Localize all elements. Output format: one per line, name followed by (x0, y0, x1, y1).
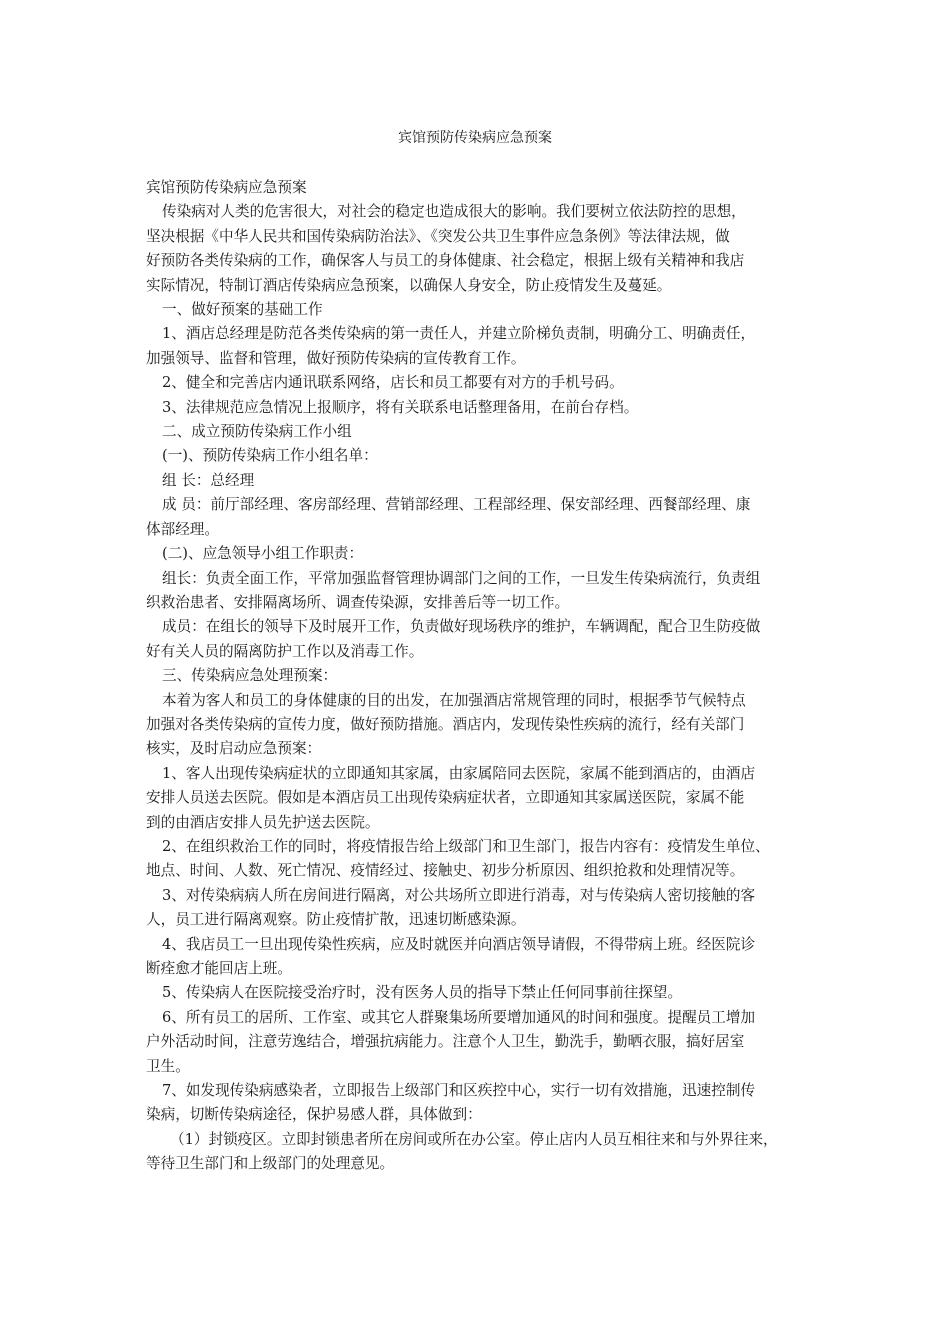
text-line: 6、所有员工的居所、工作室、或其它人群聚集场所要增加通风的时间和强度。提醒员工增加 (162, 1008, 756, 1026)
text-line: (一)、预防传染病工作小组名单： (162, 447, 378, 465)
text-line: 织救治患者、安排隔离场所、调查传染源，安排善后等一切工作。 (146, 593, 570, 611)
text-line: 染病，切断传染病途径，保护易感人群，具体做到： (146, 1106, 482, 1124)
text-line: （1）封锁疫区。立即封锁患者所在房间或所在办公室。停止店内人员互相往来和与外界往来， (170, 1130, 778, 1148)
text-line: 户外活动时间，注意劳逸结合，增强抗病能力。注意个人卫生，勤洗手，勤晒衣服，搞好居室 (146, 1033, 745, 1051)
text-line: 体部经理。 (146, 520, 219, 538)
text-line: 组 长：总经理 (162, 471, 255, 489)
text-line: 实际情况，特制订酒店传染病应急预案，以确保人身安全，防止疫情发生及蔓延。 (146, 276, 672, 294)
text-line: 宾馆预防传染病应急预案 (146, 179, 307, 196)
text-line: 人，员工进行隔离观察。防止疫情扩散，迅速切断感染源。 (146, 911, 526, 929)
text-line: 到的由酒店安排人员先护送去医院。 (146, 813, 380, 831)
text-line: 安排人员送去医院。假如是本酒店员工出现传染病症状者，立即通知其家属送医院，家属不能 (146, 789, 745, 807)
text-line: 1、酒店总经理是防范各类传染病的第一责任人，并建立阶梯负责制，明确分工、明确责任， (162, 325, 756, 343)
text-line: 好有关人员的隔离防护工作以及消毒工作。 (146, 642, 424, 660)
text-line: 4、我店员工一旦出现传染性疾病，应及时就医并向酒店领导请假，不得带病上班。经医院诊 (162, 935, 756, 953)
text-line: 一、做好预案的基础工作 (162, 301, 323, 319)
text-line: 3、对传染病病人所在房间进行隔离，对公共场所立即进行消毒，对与传染病人密切接触的客 (162, 886, 756, 904)
text-line: 1、客人出现传染病症状的立即通知其家属，由家属陪同去医院，家属不能到酒店的，由酒店 (162, 764, 756, 782)
text-line: 断痊愈才能回店上班。 (146, 960, 292, 977)
text-line: 核实，及时启动应急预案： (146, 740, 322, 758)
text-line: 成 员：前厅部经理、客房部经理、营销部经理、工程部经理、保安部经理、西餐部经理、康 (162, 496, 751, 514)
document-title: 宾馆预防传染病应急预案 (398, 130, 552, 146)
text-line: 3、法律规范应急情况上报顺序，将有关联系电话整理备用，在前台存档。 (162, 398, 639, 416)
text-line: 二、成立预防传染病工作小组 (162, 423, 352, 441)
text-line: 加强领导、监督和管理，做好预防传染病的宣传教育工作。 (146, 349, 526, 367)
document-body (146, 176, 814, 1177)
text-line: 5、传染病人在医院接受治疗时，没有医务人员的指导下禁止任何同事前往探望。 (162, 984, 683, 1002)
text-line: (二)、应急领导小组工作职责： (162, 545, 364, 563)
text-line: 地点、时间、人数、死亡情况、疫情经过、接触史、初步分析原因、组织抢救和处理情况等。 (146, 862, 745, 880)
text-line: 传染病对人类的危害很大，对社会的稳定也造成很大的影响。我们要树立依法防控的思想， (162, 203, 746, 221)
text-line: 7、如发现传染病感染者，立即报告上级部门和区疾控中心，实行一切有效措施，迅速控制传 (162, 1082, 756, 1100)
text-line: 三、传染病应急处理预案： (162, 667, 338, 685)
text-line: 好预防各类传染病的工作，确保客人与员工的身体健康、社会稳定，根据上级有关精神和我店 (146, 252, 745, 270)
text-line: 等待卫生部门和上级部门的处理意见。 (146, 1155, 395, 1173)
text-line: 卫生。 (146, 1057, 190, 1075)
text-line: 2、在组织救治工作的同时，将疫情报告给上级部门和卫生部门，报告内容有：疫情发生单位、 (162, 837, 770, 855)
text-line: 加强对各类传染病的宣传力度，做好预防措施。酒店内，发现传染性疾病的流行，经有关部门 (146, 715, 745, 733)
text-line: 2、健全和完善店内通讯联系网络，店长和员工都要有对方的手机号码。 (162, 374, 624, 392)
text-line: 本着为客人和员工的身体健康的目的出发，在加强酒店常规管理的同时，根据季节气候特点 (162, 691, 746, 709)
text-line: 成员：在组长的领导下及时展开工作，负责做好现场秩序的维护，车辆调配，配合卫生防疫做 (162, 618, 761, 636)
text-line: 组长：负责全面工作，平常加强监督管理协调部门之间的工作，一旦发生传染病流行，负责组 (162, 569, 761, 587)
text-line: 坚决根据《中华人民共和国传染病防治法》、《突发公共卫生事件应急条例》等法律法规，做 (146, 227, 730, 245)
